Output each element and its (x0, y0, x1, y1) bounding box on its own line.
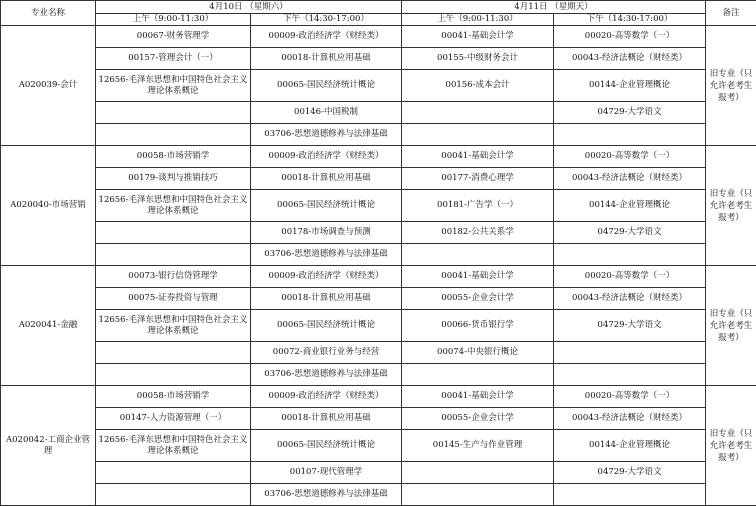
course-cell: 00066-货币银行学 (402, 310, 554, 342)
header-day2-pm: 下午（14:30-17:00） (554, 14, 706, 26)
table-row (1, 364, 756, 386)
course-cell: 00075-证券投资与管理 (96, 288, 251, 310)
table-row (1, 48, 756, 70)
course-cell (402, 484, 554, 506)
course-cell: 00020-高等数学（一） (554, 266, 706, 288)
course-cell: 00018-计算机应用基础 (251, 168, 402, 190)
course-cell (554, 364, 706, 386)
course-cell: 12656-毛泽东思想和中国特色社会主义理论体系概论 (96, 430, 251, 462)
course-cell (554, 484, 706, 506)
course-cell (96, 244, 251, 266)
header-day1-am: 上午（9:00-11:30） (96, 14, 251, 26)
course-cell (96, 342, 251, 364)
course-cell: 00146-中国税制 (251, 102, 402, 124)
table-row (1, 484, 756, 506)
course-cell: 00018-计算机应用基础 (251, 408, 402, 430)
course-cell: 12656-毛泽东思想和中国特色社会主义理论体系概论 (96, 190, 251, 222)
course-cell: 00043-经济法概论（财经类） (554, 168, 706, 190)
table-row (1, 266, 756, 288)
course-cell (96, 124, 251, 146)
header-day-1: 4月10日 （星期六） (96, 1, 402, 14)
course-cell (96, 462, 251, 484)
header-day-2: 4月11日 （星期天） (402, 1, 706, 14)
table-row (1, 244, 756, 266)
course-cell: 00144-企业管理概论 (554, 190, 706, 222)
course-cell: 00041-基础会计学 (402, 266, 554, 288)
course-cell: 00009-政治经济学（财经类） (251, 146, 402, 168)
course-cell: 00177-消费心理学 (402, 168, 554, 190)
major-name-cell: A020042-工商企业管理 (1, 386, 96, 506)
course-cell (402, 124, 554, 146)
course-cell: 00065-国民经济统计概论 (251, 310, 402, 342)
table-row (1, 430, 756, 462)
table-row (1, 310, 756, 342)
table-row (1, 222, 756, 244)
course-cell: 04729-大学语文 (554, 222, 706, 244)
table-row (1, 386, 756, 408)
course-cell (96, 102, 251, 124)
course-cell: 00043-经济法概论（财经类） (554, 408, 706, 430)
course-cell: 00155-中级财务会计 (402, 48, 554, 70)
course-cell (554, 244, 706, 266)
header-day1-pm: 下午（14:30-17:00） (251, 14, 402, 26)
course-cell: 00041-基础会计学 (402, 386, 554, 408)
course-cell: 00074-中央银行概论 (402, 342, 554, 364)
header-row-days (1, 1, 756, 14)
table-row (1, 168, 756, 190)
table-row (1, 124, 756, 146)
course-cell: 04729-大学语文 (554, 102, 706, 124)
course-cell: 03706-思想道德修养与法律基础 (251, 124, 402, 146)
course-cell: 00179-谈判与推销技巧 (96, 168, 251, 190)
major-name-cell: A020039-会计 (1, 26, 96, 146)
course-cell: 00020-高等数学（一） (554, 26, 706, 48)
course-cell: 00055-企业会计学 (402, 408, 554, 430)
note-cell: 旧专业（只允许老考生报考） (706, 146, 756, 266)
table-row (1, 146, 756, 168)
table-row (1, 70, 756, 102)
course-cell: 00178-市场调查与预测 (251, 222, 402, 244)
course-cell: 00156-成本会计 (402, 70, 554, 102)
note-cell: 旧专业（只允许老考生报考） (706, 266, 756, 386)
course-cell: 03706-思想道德修养与法律基础 (251, 484, 402, 506)
note-cell: 旧专业（只允许老考生报考） (706, 386, 756, 506)
course-cell: 12656-毛泽东思想和中国特色社会主义理论体系概论 (96, 70, 251, 102)
table-row (1, 462, 756, 484)
course-cell: 00041-基础会计学 (402, 146, 554, 168)
header-row-sessions (1, 14, 756, 26)
course-cell: 03706-思想道德修养与法律基础 (251, 364, 402, 386)
course-cell (96, 222, 251, 244)
course-cell: 00144-企业管理概论 (554, 430, 706, 462)
course-cell: 00009-政治经济学（财经类） (251, 266, 402, 288)
course-cell: 00043-经济法概论（财经类） (554, 48, 706, 70)
course-cell: 00072-商业银行业务与经营 (251, 342, 402, 364)
major-name-cell: A020040-市场营销 (1, 146, 96, 266)
course-cell: 00020-高等数学（一） (554, 146, 706, 168)
course-cell (402, 364, 554, 386)
course-cell (96, 364, 251, 386)
course-cell: 00157-管理会计（一） (96, 48, 251, 70)
course-cell: 00065-国民经济统计概论 (251, 190, 402, 222)
course-cell: 04729-大学语文 (554, 310, 706, 342)
course-cell: 00041-基础会计学 (402, 26, 554, 48)
table-row (1, 408, 756, 430)
course-cell: 00144-企业管理概论 (554, 70, 706, 102)
table-row (1, 342, 756, 364)
table-row (1, 190, 756, 222)
course-cell: 00058-市场营销学 (96, 386, 251, 408)
course-cell (96, 484, 251, 506)
course-cell: 00043-经济法概论（财经类） (554, 288, 706, 310)
course-cell: 00018-计算机应用基础 (251, 48, 402, 70)
course-cell: 00055-企业会计学 (402, 288, 554, 310)
table-row (1, 102, 756, 124)
course-cell (554, 124, 706, 146)
header-day2-am: 上午（9:00-11:30） (402, 14, 554, 26)
note-cell: 旧专业（只允许老考生报考） (706, 26, 756, 146)
course-cell: 00181-广告学（一） (402, 190, 554, 222)
course-cell: 00020-高等数学（一） (554, 386, 706, 408)
course-cell: 04729-大学语文 (554, 462, 706, 484)
course-cell: 00009-政治经济学（财经类） (251, 26, 402, 48)
course-cell: 00018-计算机应用基础 (251, 288, 402, 310)
course-cell: 00073-银行信贷管理学 (96, 266, 251, 288)
course-cell: 12656-毛泽东思想和中国特色社会主义理论体系概论 (96, 310, 251, 342)
course-cell (402, 244, 554, 266)
course-cell: 00009-政治经济学（财经类） (251, 386, 402, 408)
table-row (1, 26, 756, 48)
course-cell: 00147-人力资源管理（一） (96, 408, 251, 430)
course-cell (402, 102, 554, 124)
header-major-name: 专业名称 (1, 1, 96, 26)
major-name-cell: A020041-金融 (1, 266, 96, 386)
table-row (1, 288, 756, 310)
course-cell: 03706-思想道德修养与法律基础 (251, 244, 402, 266)
course-cell: 00065-国民经济统计概论 (251, 70, 402, 102)
header-notes: 备注 (706, 1, 756, 26)
course-cell (402, 462, 554, 484)
course-cell: 00107-现代管理学 (251, 462, 402, 484)
course-cell (554, 342, 706, 364)
course-cell: 00065-国民经济统计概论 (251, 430, 402, 462)
course-cell: 00067-财务管理学 (96, 26, 251, 48)
course-cell: 00058-市场营销学 (96, 146, 251, 168)
course-cell: 00145-生产与作业管理 (402, 430, 554, 462)
course-cell: 00182-公共关系学 (402, 222, 554, 244)
